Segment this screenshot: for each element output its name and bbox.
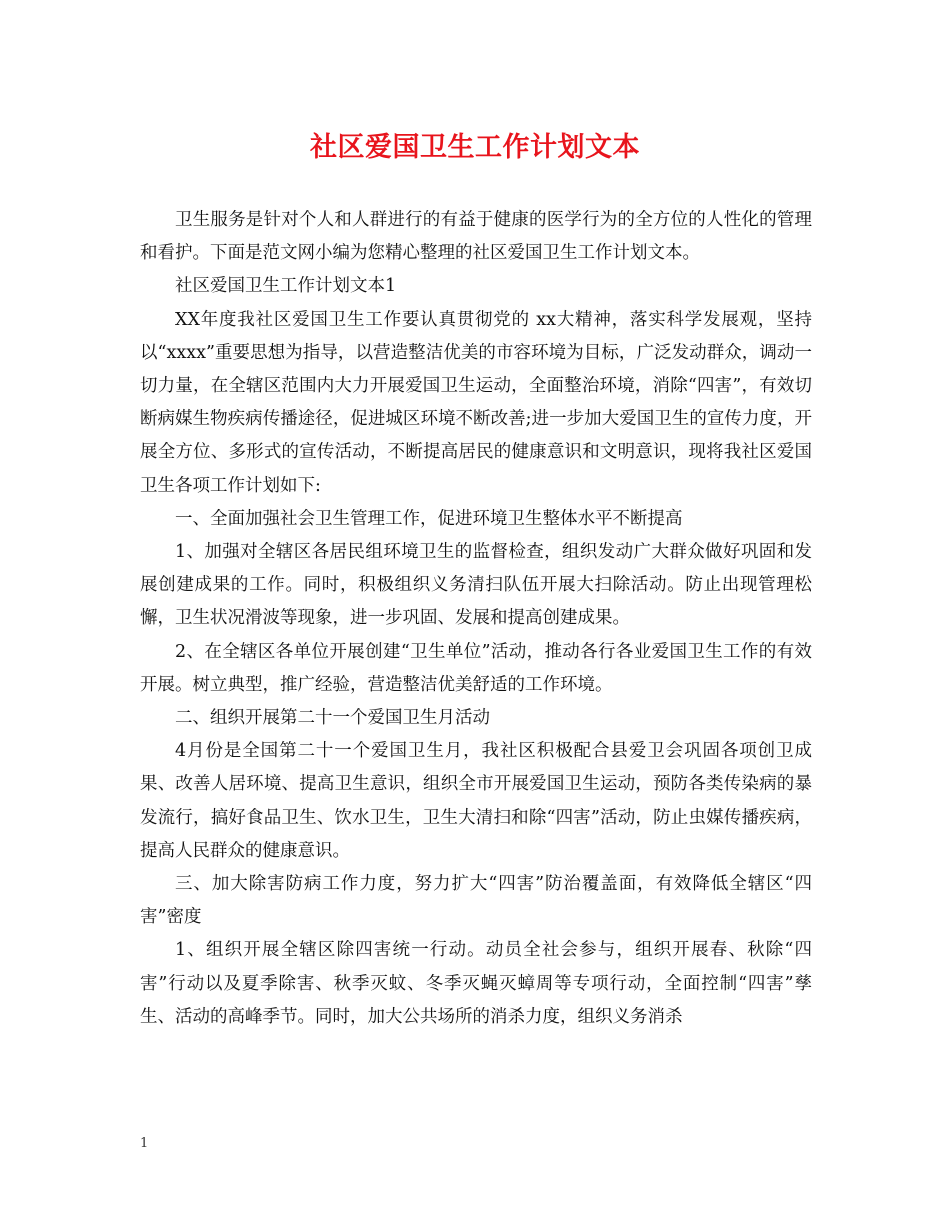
section-1-item-2: 2、在全辖区各单位开展创建“卫生单位”活动，推动各行各业爱国卫生工作的有效开展。树立典型，推广经验，营造整洁优美舒适的工作环境。 [140, 641, 812, 695]
section-1-item-1: 1、加强对全辖区各居民组环境卫生的监督检查，组织发动广大群众做好巩固和发展创建成果的工作。同时，积极组织义务清扫队伍开展大扫除活动。防止出现管理松懈，卫生状况滑波等现象，进一步巩固、发展和提高创建成果。 [140, 542, 812, 629]
plan-subtitle: 社区爱国卫生工作计划文本1 [175, 276, 397, 297]
intro-paragraph: 卫生服务是针对个人和人群进行的有益于健康的医学行为的全方位的人性化的管理和看护。下面是范文网小编为您精心整理的社区爱国卫生工作计划文本。 [140, 210, 812, 264]
section-heading-1: 一、全面加强社会卫生管理工作，促进环境卫生整体水平不断提高 [175, 508, 683, 529]
document-body [140, 204, 812, 1034]
section-heading-3: 三、加大除害防病工作力度，努力扩大“四害”防治覆盖面，有效降低全辖区“四害”密度 [140, 874, 812, 928]
overview-paragraph: XX年度我社区爱国卫生工作要认真贯彻党的 xx大精神，落实科学发展观，坚持以“xxxx”重要思想为指导，以营造整洁优美的市容环境为目标，广泛发动群众，调动一切力量，在全辖区范围内大力开展爱国卫生运动，全面整治环境，消除“四害”，有效切断病媒生物疾病传播途径，促进城区环境不断改善;进一步加大爱国卫生的宣传力度，开展全方位、多形式的宣传活动，不断提高居民的健康意识和文明意识，现将我社区爱国卫生各项工作计划如下: [140, 309, 812, 496]
section-3-item-1: 1、组织开展全辖区除四害统一行动。动员全社会参与，组织开展春、秋除“四害”行动以及夏季除害、秋季灭蚊、冬季灭蝇灭蟑周等专项行动，全面控制“四害”孳生、活动的高峰季节。同时，加大公共场所的消杀力度，组织义务消杀 [140, 940, 812, 1027]
section-2-paragraph: 4月份是全国第二十一个爱国卫生月，我社区积极配合县爱卫会巩固各项创卫成果、改善人居环境、提高卫生意识，组织全市开展爱国卫生运动，预防各类传染病的暴发流行，搞好食品卫生、饮水卫生，卫生大清扫和除“四害”活动，防止虫媒传播疾病，提高人民群众的健康意识。 [140, 741, 812, 861]
section-heading-2: 二、组织开展第二十一个爱国卫生月活动 [175, 708, 490, 729]
document-title: 社区爱国卫生工作计划文本 [310, 132, 640, 163]
page-number: 1 [140, 1136, 149, 1151]
